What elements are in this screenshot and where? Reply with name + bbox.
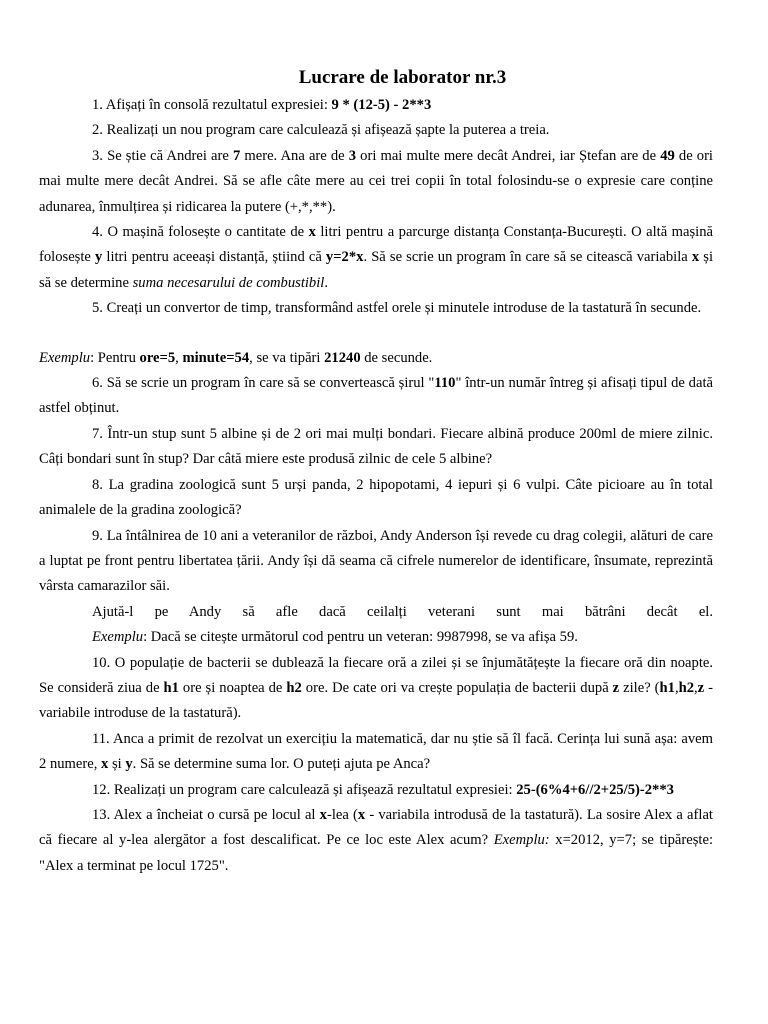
exercise-value: 3 bbox=[348, 147, 357, 164]
exercise-text: mere. Ana are de bbox=[240, 147, 349, 164]
exercise-variable: y bbox=[125, 756, 133, 773]
exercise-1 bbox=[39, 93, 713, 118]
document-page bbox=[39, 64, 714, 879]
example-value: minute=54 bbox=[182, 349, 250, 366]
exercise-text: de ori mai multe mere decât Andrei. Să se afle câte mere au cei trei copii în total folosindu-se o expresie care conține adunarea, înmulțirea și ridicarea la putere (+,*,**). bbox=[39, 147, 713, 215]
example-text: , bbox=[175, 349, 183, 366]
exercise-6 bbox=[39, 371, 713, 422]
exercise-text: La gradina zoologică sunt 5 urși panda, 2 hipopotami, 4 iepuri și 6 vulpi. Câte picioare au în total animalele de la gradina zoologică? bbox=[39, 476, 713, 519]
page-title: Lucrare de laborator nr.3 bbox=[298, 67, 507, 88]
exercise-number: 11. bbox=[92, 730, 110, 747]
exercise-text: zile? ( bbox=[619, 679, 660, 696]
exercise-text: și bbox=[108, 756, 126, 773]
exercise-2 bbox=[39, 118, 713, 143]
exercise-9-example bbox=[92, 625, 713, 650]
exercise-number: 5. bbox=[92, 300, 103, 317]
exercise-number: 10. bbox=[92, 654, 111, 671]
exercise-13 bbox=[39, 803, 713, 879]
exercise-text: O populație de bacterii se dublează la fiecare oră a zilei și se înjumătățește la fiecare oră din noapte. Se consideră ziua de bbox=[39, 654, 714, 696]
exercise-text: . Să se determine suma lor. O puteți ajuta pe Anca? bbox=[132, 756, 431, 773]
exercise-text: Alex a încheiat o cursă pe locul al bbox=[113, 806, 320, 823]
exercise-5 bbox=[39, 296, 713, 321]
exercise-variable: h2 bbox=[678, 679, 695, 696]
exercise-text: litri pentru a parcurge distanța Constanța-București. O altă mașină folosește bbox=[39, 224, 713, 266]
exercise-text: - variabila introdusă de la tastatură). La sosire Alex a aflat că fiecare al y-lea alergător a fost descalificat. Pe ce loc este Alex acum? bbox=[39, 806, 713, 849]
exercise-text: -lea ( bbox=[326, 806, 358, 823]
exercise-text: Într-un stup sunt 5 albine și de 2 ori mai mulți bondari. Fiecare albină produce 200ml de miere zilnic. Câți bondari sunt în stup? Dar câtă miere este produsă zilnic de cele 5 albine? bbox=[39, 425, 713, 468]
example-text: de secunde. bbox=[360, 349, 433, 366]
exercise-variable: x bbox=[308, 224, 316, 241]
exercise-emphasis: suma necesarului de combustibil bbox=[132, 274, 325, 291]
exercise-text: La întâlnirea de 10 ani a veteranilor de război, Andy Anderson își revede cu drag colegii, alături de care a luptat pe front pentru libertatea țării. Andy își dă seama că cifrele numerelor de identificare, însumate, reprezintă vârsta camarazilor săi. bbox=[39, 527, 713, 595]
exercise-text: ore. De cate ori va crește populația de bacterii după bbox=[301, 679, 613, 696]
example-text: : Dacă se citește următorul cod pentru un veteran: 9987998, se va afișa 59. bbox=[143, 629, 578, 646]
example-label: Exemplu bbox=[39, 349, 91, 366]
exercise-expression: 9 * (12-5) - 2**3 bbox=[331, 97, 432, 113]
example-text: , se va tipări bbox=[249, 349, 325, 366]
exercise-number: 13. bbox=[92, 806, 111, 823]
exercise-number: 7. bbox=[92, 425, 103, 442]
example-text: : Pentru bbox=[90, 349, 140, 366]
exercise-number: 3. bbox=[92, 147, 103, 164]
exercise-variable: z bbox=[612, 679, 620, 696]
exercise-10 bbox=[39, 651, 713, 727]
exercise-11 bbox=[39, 727, 713, 778]
exercise-3 bbox=[39, 144, 713, 220]
exercise-text: . Să se scrie un program în care să se citească variabila bbox=[363, 249, 692, 266]
exercise-text: " într-un număr întreg și afisați tipul de dată astfel obținut. bbox=[39, 375, 713, 417]
exercise-text: Afișați în consolă rezultatul expresiei: bbox=[105, 97, 332, 113]
exercise-number: 6. bbox=[92, 375, 103, 392]
exercise-9 bbox=[39, 524, 713, 600]
exercise-text: Ajută-l pe Andy să afle dacă ceilalți veterani sunt mai bătrâni decât el. bbox=[92, 603, 713, 620]
exercise-text: ori mai multe mere decât Andrei, iar Ștefan are de bbox=[356, 147, 661, 164]
exercise-text: Creați un convertor de timp, transformând astfel orele și minutele introduse de la tastatură în secunde. bbox=[106, 300, 702, 317]
exercise-9-task bbox=[92, 600, 713, 625]
exercise-expression: 25-(6%4+6//2+25/5)-2**3 bbox=[516, 781, 674, 798]
example-value: ore=5 bbox=[139, 349, 176, 366]
exercise-variable: h1 bbox=[659, 679, 675, 696]
example-label: Exemplu bbox=[92, 629, 144, 646]
example-5 bbox=[39, 346, 713, 371]
exercise-text: și să se determine bbox=[39, 249, 713, 291]
exercise-text: Realizați un program care calculează și afișează rezultatul expresiei: bbox=[113, 781, 517, 798]
exercise-number: 8. bbox=[92, 476, 103, 493]
exercise-text: Anca a primit de rezolvat un exercițiu la matematică, dar nu știe să îl facă. Cerința lui sună așa: avem 2 numere, bbox=[39, 730, 713, 773]
exercise-number: 2. bbox=[92, 122, 103, 139]
exercise-text: . bbox=[324, 274, 328, 291]
exercise-value: 49 bbox=[660, 147, 675, 164]
example-label: Exemplu: bbox=[493, 832, 550, 849]
exercise-variable: y=2*x bbox=[325, 249, 364, 266]
exercise-number: 4. bbox=[92, 224, 103, 241]
spacer bbox=[92, 322, 713, 346]
exercise-variable: x bbox=[101, 756, 109, 773]
exercise-text: , bbox=[674, 679, 679, 696]
exercise-7 bbox=[39, 422, 713, 473]
exercise-text: - variabile introduse de la tastatură). bbox=[39, 679, 714, 722]
exercise-text: Realizați un nou program care calculează și afișează șapte la puterea a treia. bbox=[106, 122, 550, 139]
exercise-8 bbox=[39, 473, 713, 524]
exercise-number: 12. bbox=[92, 781, 111, 798]
exercise-variable: x bbox=[319, 806, 327, 823]
exercise-variable: h1 bbox=[163, 679, 179, 696]
exercise-4 bbox=[39, 220, 713, 296]
exercise-value: 7 bbox=[232, 147, 241, 164]
exercise-variable: z bbox=[697, 679, 705, 696]
exercise-text: Se știe că Andrei are bbox=[107, 147, 233, 164]
exercise-number: 9. bbox=[92, 527, 103, 544]
exercise-number: 1. bbox=[92, 97, 103, 113]
exercise-text: Să se scrie un program în care să se convertească șirul " bbox=[106, 375, 435, 392]
exercise-text: O mașină folosește o cantitate de bbox=[107, 224, 309, 241]
exercise-12 bbox=[39, 778, 713, 803]
exercise-value: 110 bbox=[434, 375, 456, 392]
exercise-text: , bbox=[694, 679, 698, 696]
exercise-variable: x bbox=[357, 806, 366, 823]
exercise-variable: x bbox=[691, 249, 700, 266]
example-value: 21240 bbox=[324, 349, 361, 366]
exercise-text: ore și noaptea de bbox=[178, 679, 287, 696]
exercise-variable: y bbox=[94, 249, 103, 266]
example-text: x=2012, y=7; se tipărește: "Alex a terminat pe locul 1725". bbox=[39, 832, 714, 874]
exercise-text: litri pentru aceeași distanță, știind că bbox=[102, 249, 326, 266]
exercise-variable: h2 bbox=[286, 679, 302, 696]
